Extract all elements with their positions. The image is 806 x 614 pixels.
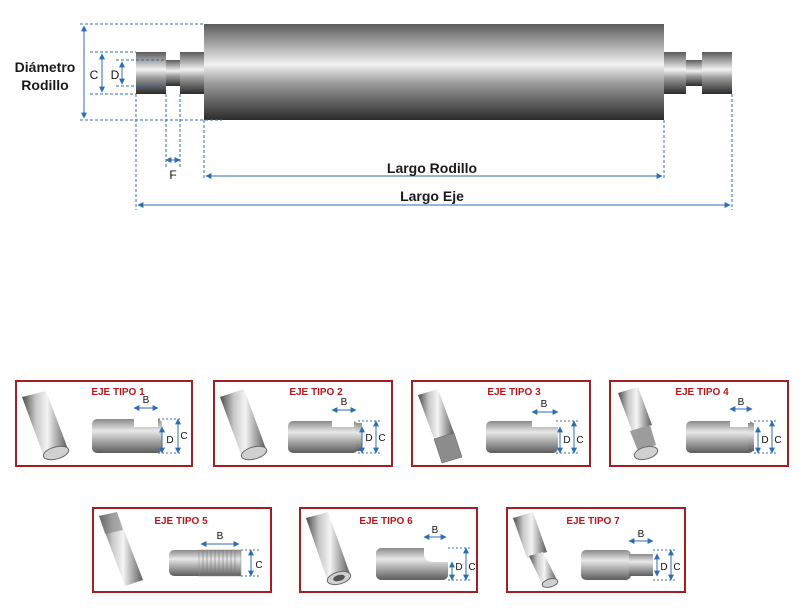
shaft-type-card-4[interactable] (610, 381, 788, 466)
card-title: EJE TIPO 5 (154, 516, 208, 527)
shaft-side-view (486, 421, 558, 453)
shaft-type-card-2[interactable] (214, 381, 392, 466)
d-label: D (455, 562, 463, 573)
right-shaft-end (702, 52, 732, 94)
b-label: B (340, 397, 348, 408)
d-label: D (761, 435, 769, 446)
f-label: F (169, 168, 177, 182)
right-shaft-groove (686, 60, 702, 86)
b-label: B (142, 395, 150, 406)
card-title: EJE TIPO 6 (359, 516, 413, 527)
shaft-type-card-5[interactable] (93, 508, 271, 592)
c-label: C (378, 433, 386, 444)
shaft-side-view (92, 419, 162, 453)
c-label: C (255, 560, 263, 571)
right-shaft-collar (664, 52, 686, 94)
d-label: D (660, 562, 668, 573)
d-label: D (365, 433, 373, 444)
diameter-label-line1: Diámetro (14, 59, 76, 75)
card-title: EJE TIPO 2 (289, 387, 343, 398)
main-roller (136, 24, 732, 120)
b-label: B (431, 525, 439, 536)
roll-length-label: Largo Rodillo (386, 160, 478, 176)
shaft-type-card-7[interactable] (507, 508, 685, 592)
c-label: C (774, 435, 782, 446)
shaft-type-card-3[interactable] (412, 381, 590, 466)
b-label: B (737, 397, 745, 408)
diameter-label-line2: Rodillo (21, 77, 69, 93)
card-title: EJE TIPO 3 (487, 387, 541, 398)
card-title: EJE TIPO 1 (91, 387, 145, 398)
shaft-side-view (686, 421, 754, 453)
c-label: C (673, 562, 681, 573)
c-label: C (180, 431, 188, 442)
shaft-type-card-6[interactable] (300, 508, 477, 592)
shaft-length-label: Largo Eje (400, 188, 464, 204)
card-title: EJE TIPO 4 (675, 387, 729, 398)
card-title: EJE TIPO 7 (566, 516, 620, 527)
roller-body (204, 24, 664, 120)
d-label: D (563, 435, 571, 446)
shaft-side-view (288, 421, 362, 453)
d-label: D (110, 68, 120, 82)
left-shaft-groove (166, 60, 180, 86)
shaft-type-card-1[interactable] (16, 381, 192, 466)
d-label: D (166, 435, 174, 446)
b-label: B (637, 529, 645, 540)
b-label: B (216, 531, 224, 542)
b-label: B (540, 399, 548, 410)
left-shaft-collar (180, 52, 204, 94)
left-shaft-end (136, 52, 166, 94)
shaft-side-view (581, 550, 653, 580)
c-label: C (576, 435, 584, 446)
shaft-side-view (169, 550, 241, 576)
shaft-side-view (376, 548, 448, 580)
c-label: C (468, 562, 476, 573)
c-label: C (89, 68, 99, 82)
